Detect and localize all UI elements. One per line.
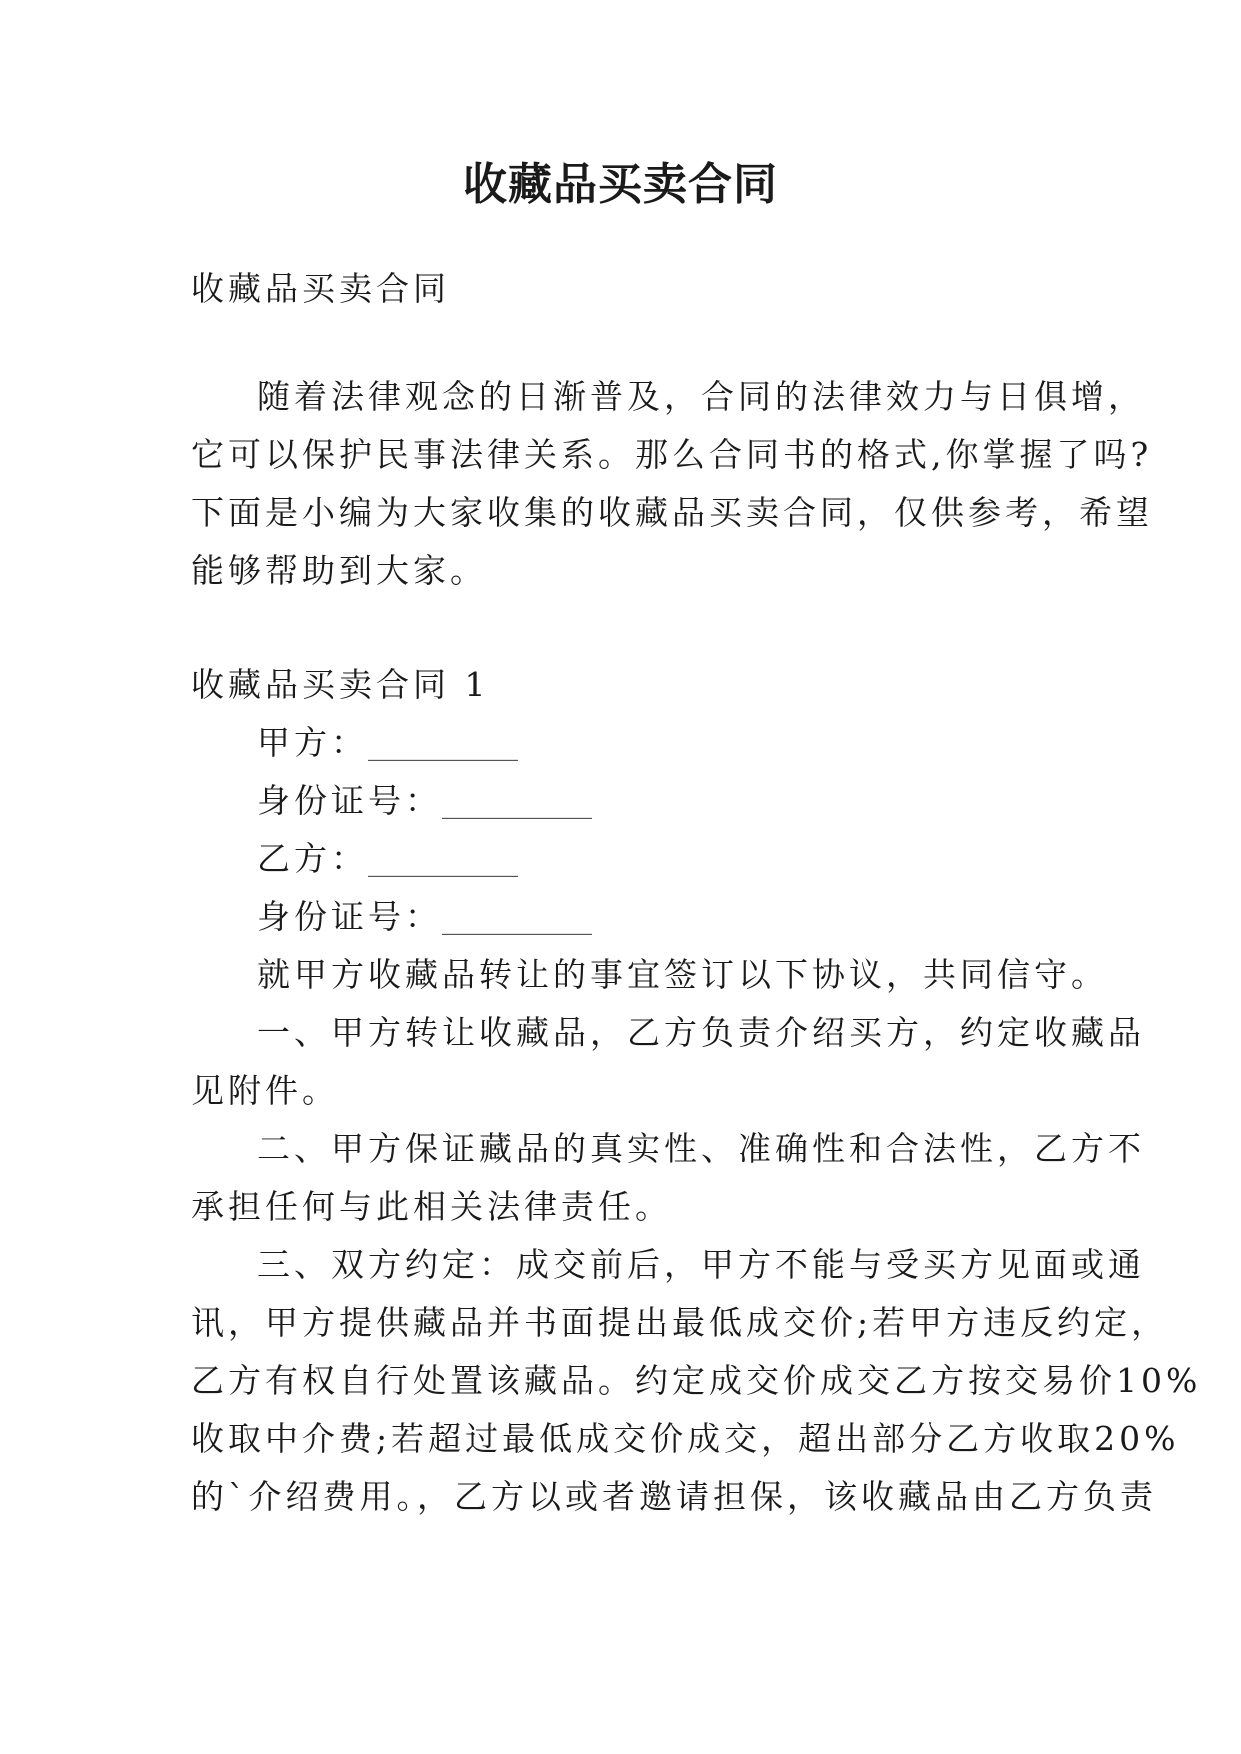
page-title: 收藏品买卖合同 (463, 159, 778, 210)
party-b-id-field (191, 888, 1061, 946)
clause-3-line: 三、双方约定：成交前后，甲方不能与受买方见面或通 (257, 1245, 1145, 1284)
clause-2-line: 承担任何与此相关法律责任。 (191, 1187, 672, 1226)
party-b-id-blank: __________ (442, 901, 592, 936)
party-a-blank: __________ (368, 727, 518, 762)
intro-line: 下面是小编为大家收集的收藏品买卖合同，仅供参考，希望 (191, 493, 1153, 532)
intro-line: 能够帮助到大家。 (191, 551, 487, 590)
party-b-field (191, 830, 1061, 888)
clause-3-line: 收取中介费;若超过最低成交价成交，超出部分乙方收取20% (191, 1419, 1180, 1458)
spacer (191, 318, 1061, 368)
party-a-id-field (191, 772, 1061, 830)
party-b-blank: __________ (368, 843, 518, 878)
party-a-field (191, 714, 1061, 772)
clause-1-line: 一、甲方转让收藏品，乙方负责介绍买方，约定收藏品 (257, 1013, 1145, 1052)
party-b-label: 乙方： (257, 839, 368, 878)
intro-line: 它可以保护民事法律关系。那么合同书的格式,你掌握了吗? (191, 435, 1153, 474)
section-heading: 收藏品买卖合同 1 (191, 665, 490, 704)
clause-3-line: 的`介绍费用。，乙方以或者邀请担保，该收藏品由乙方负责 (191, 1477, 1157, 1516)
document-subtitle: 收藏品买卖合同 (191, 269, 450, 308)
agreement-intro: 就甲方收藏品转让的事宜签订以下协议，共同信守。 (257, 955, 1108, 994)
spacer (191, 600, 1061, 656)
clause-2-line: 二、甲方保证藏品的真实性、准确性和合法性，乙方不 (257, 1129, 1145, 1168)
document-body (191, 260, 1202, 1526)
party-a-label: 甲方： (257, 723, 368, 762)
party-a-id-label: 身份证号： (257, 781, 442, 820)
clause-3-line: 讯，甲方提供藏品并书面提出最低成交价;若甲方违反约定， (191, 1303, 1169, 1342)
intro-line: 随着法律观念的日渐普及，合同的法律效力与日俱增， (257, 377, 1145, 416)
party-a-id-blank: __________ (442, 785, 592, 820)
clause-1-line: 见附件。 (191, 1071, 339, 1110)
clause-3-line: 乙方有权自行处置该藏品。约定成交价成交乙方按交易价10% (191, 1361, 1202, 1400)
party-b-id-label: 身份证号： (257, 897, 442, 936)
